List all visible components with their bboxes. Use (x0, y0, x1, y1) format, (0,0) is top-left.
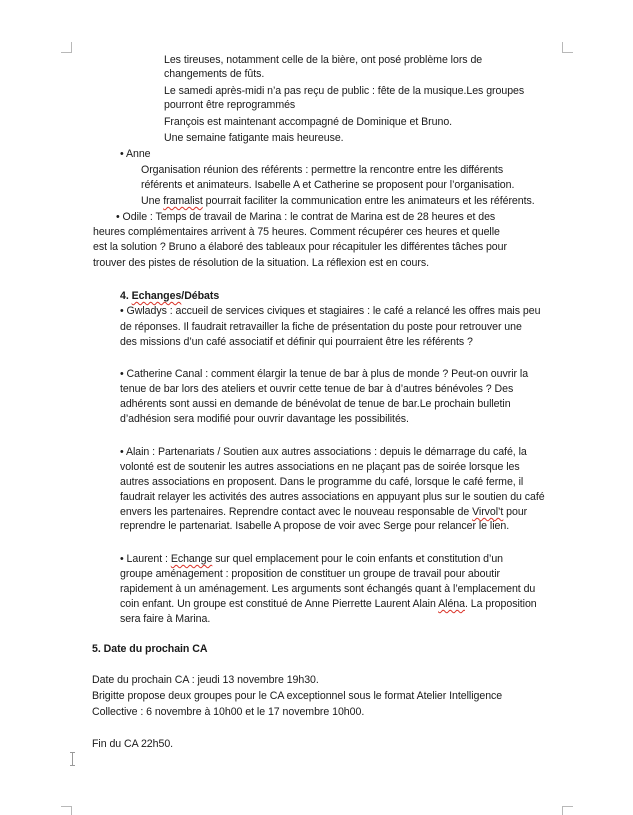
text-run: coin enfant. Un groupe est constitué de Anne Pierrette Laurent Alain (120, 598, 439, 610)
text-run: sur quel emplacement pour le coin enfants et constitution d’un (212, 553, 504, 565)
paragraph-line: référents et animateurs. Isabelle A et Catherine se proposent pour l’organisation. (141, 179, 515, 191)
text-run: . La proposition (464, 598, 537, 610)
paragraph-line: François est maintenant accompagné de Dominique et Bruno. (164, 116, 453, 128)
text-run: Une (141, 195, 164, 207)
paragraph-line: Date du prochain CA : jeudi 13 novembre 19h30. (92, 674, 319, 686)
misspelled-word[interactable]: framalist (163, 195, 203, 207)
paragraph-line: changements de fûts. (164, 68, 265, 80)
paragraph-line: d’adhésion sera modifié pour ouvrir davantage les possibilités. (120, 413, 409, 425)
paragraph-line: reprendre le partenariat. Isabelle A propose de voir avec Serge pour relancer le lien. (120, 520, 510, 532)
paragraph-line: faudrait relayer les activités des autres associations en appuyant plus sur le soutien du café (120, 491, 545, 503)
section-heading-4 (120, 289, 219, 303)
text-cursor-icon (70, 752, 75, 766)
paragraph-line: groupe aménagement : proposition de constituer un groupe de travail pour aboutir (120, 568, 500, 580)
paragraph-line (141, 194, 535, 208)
text-run: pour (503, 506, 528, 518)
text-run: pourrait faciliter la communication entre les animateurs et les référents. (202, 195, 535, 207)
text-run: /Débats (181, 290, 220, 302)
paragraph-line: sera faire à Marina. (120, 613, 211, 625)
paragraph-line: pourront être reprogrammés (164, 99, 296, 111)
paragraph-line: Fin du CA 22h50. (92, 738, 174, 750)
paragraph-line: tenue de bar lors des ateliers et ouvrir cette tenue de bar à d’autres bénévoles ? Des (120, 383, 514, 395)
text-run: envers les partenaires. Reprendre contact avec le nouveau responsable de (120, 506, 473, 518)
margin-corner-top-right (562, 42, 573, 53)
paragraph-line: adhérents sont aussi en demande de bénévolat de tenue de bar.Le prochain bulletin (120, 398, 511, 410)
bullet-alain: • Alain : Partenariats / Soutien aux autres associations : depuis le démarrage du café, la (120, 446, 527, 458)
paragraph-line: volonté est de soutenir les autres associations en ne plaçant pas de soirée lorsque les (120, 461, 520, 473)
paragraph-line: est la solution ? Bruno a élaboré des tableaux pour récapituler les différentes tâches pour (93, 241, 507, 253)
paragraph-line: des missions d’un café associatif et définir qui pourraient être les référents ? (120, 336, 473, 348)
paragraph-line: heures complémentaires arrivent à 75 heures. Comment récupérer ces heures et quelle (93, 226, 500, 238)
paragraph-line: rapidement à un aménagement. Les arguments sont échangés quant à l’emplacement du (120, 583, 536, 595)
misspelled-word[interactable]: Echange (170, 553, 213, 565)
bullet-odile: • Odile : Temps de travail de Marina : le contrat de Marina est de 28 heures et des (116, 211, 496, 223)
bullet-gwladys: • Gwladys : accueil de services civiques et stagiaires : le café a relancé les offres mais peu (120, 305, 541, 317)
text-run: 4. (120, 290, 132, 302)
margin-corner-bottom-left (61, 806, 72, 815)
bullet-anne: • Anne (120, 148, 151, 160)
paragraph-line: Organisation réunion des référents : permettre la rencontre entre les différents (141, 164, 504, 176)
misspelled-word[interactable]: Aléna (438, 598, 465, 610)
bullet-laurent (120, 552, 503, 566)
paragraph-line: de réponses. Il faudrait retravailler la fiche de présentation du poste pour retrouver une (120, 321, 522, 333)
paragraph-line (120, 597, 537, 611)
paragraph-line: Une semaine fatigante mais heureuse. (164, 132, 344, 144)
misspelled-word[interactable]: Virvol’t (472, 506, 504, 518)
misspelled-word[interactable]: Echanges (131, 290, 182, 302)
margin-corner-bottom-right (562, 806, 573, 815)
section-heading-5: 5. Date du prochain CA (92, 643, 208, 655)
paragraph-line: Le samedi après-midi n’a pas reçu de public : fête de la musique.Les groupes (164, 85, 525, 97)
paragraph-line: Collective : 6 novembre à 10h00 et le 17 novembre 10h00. (92, 706, 365, 718)
paragraph-line (120, 505, 527, 519)
paragraph-line: autres associations en proposent. Dans le programme du café, lorsque le café ferme, il (120, 476, 524, 488)
paragraph-line: Les tireuses, notamment celle de la bière, ont posé problème lors de (164, 54, 483, 66)
text-run: • Laurent : (120, 553, 171, 565)
margin-corner-top-left (61, 42, 72, 53)
bullet-catherine: • Catherine Canal : comment élargir la tenue de bar à plus de monde ? Peut-on ouvrir la (120, 368, 529, 380)
paragraph-line: trouver des pistes de résolution de la situation. La réflexion est en cours. (93, 257, 429, 269)
paragraph-line: Brigitte propose deux groupes pour le CA exceptionnel sous le format Atelier Intelligence (92, 690, 503, 702)
